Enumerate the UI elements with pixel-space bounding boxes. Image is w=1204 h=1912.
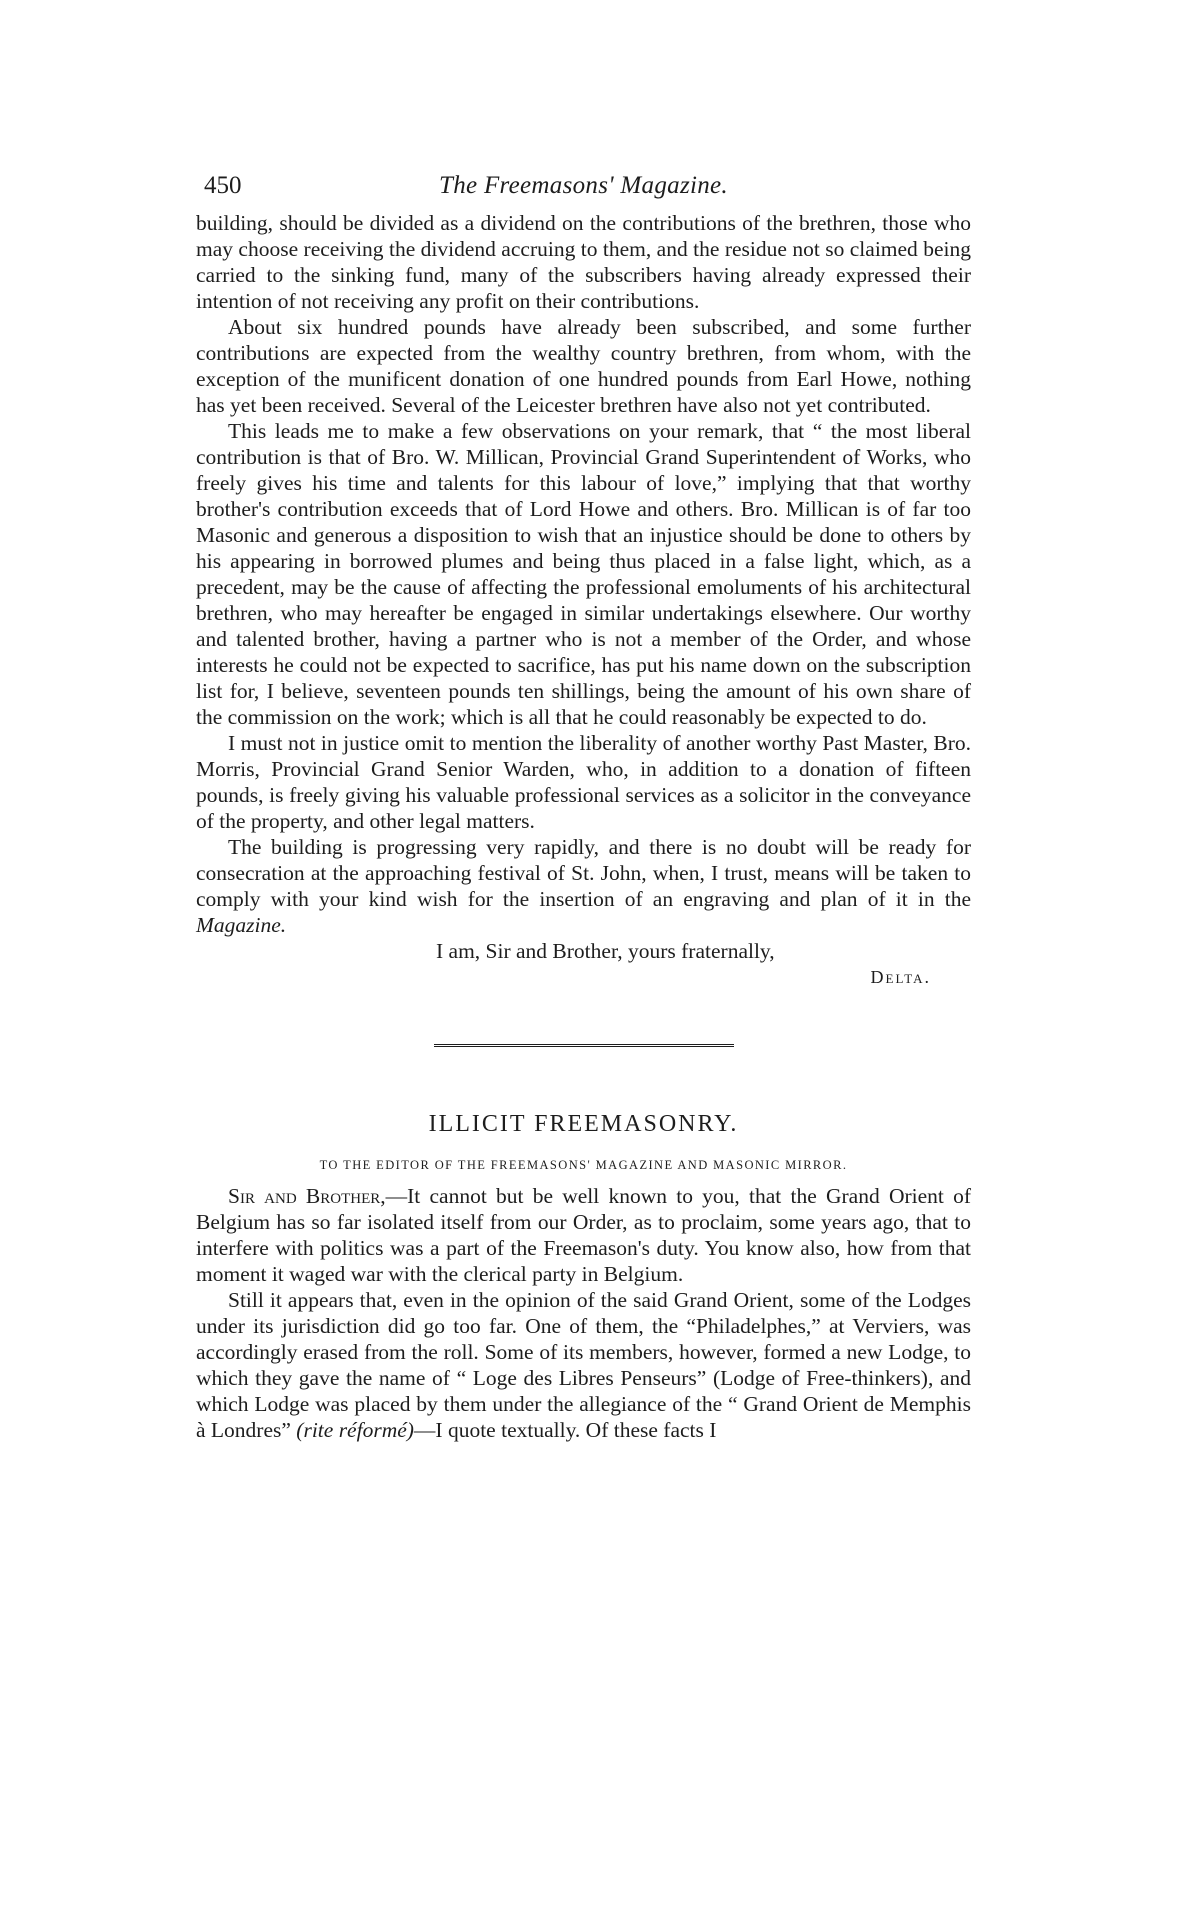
running-title: The Freemasons' Magazine.	[439, 172, 728, 199]
rite-reforme: (rite réformé)	[296, 1418, 414, 1442]
letter-paragraph: This leads me to make a few observations on your remark, that “ the most liberal contribution is that of Bro. W. Millican, Provincial Grand Superintendent of Works, who freely gives his time and talents for this labour of love,” implying that that worthy brother's contribution exceeds that of Lord Howe and others. Bro. Millican is of far too Masonic and generous a disposition to wish that an injustice should be done to others by his appearing in borrowed plumes and being thus placed in a false light, which, as a precedent, may be the cause of affecting the professional emoluments of his architectural brethren, who may hereafter be engaged in similar undertakings elsewhere. Our worthy and talented brother, having a partner who is not a member of the Order, and whose interests he could not be expected to sacrifice, has put his name down on the subscription list for, I believe, seventeen pounds ten shillings, being the amount of his own share of the commission on the work; which is all that he could reasonably be expected to do.	[196, 419, 971, 729]
letter-paragraph: I must not in justice omit to mention the liberality of another worthy Past Master, Bro. Morris, Provincial Grand Senior Warden, who, in addition to a donation of fifteen pounds, is freely giving his valuable professional services as a solicitor in the conveyance of the property, and other legal matters.	[196, 731, 971, 833]
article-body	[196, 1183, 971, 1443]
article-paragraph	[196, 1287, 971, 1443]
article-paragraph-text: Still it appears that, even in the opinion of the said Grand Orient, some of the Lodges under its jurisdiction did go too far. One of them, the “Philadelphes,” at Verviers, was accordingly erased from the roll. Some of its members, however, formed a new Lodge, to which they gave the name of “ Loge des Libres Penseurs” (Lodge of Free-thinkers), and which Lodge was placed by them under the allegiance of the “ Grand Orient de Memphis à Londres”	[196, 1288, 971, 1442]
letter-closing: I am, Sir and Brother, yours fraternally,	[436, 939, 775, 963]
letter-signature: Delta.	[870, 967, 931, 987]
salutation: Sir and Brother,	[228, 1184, 386, 1208]
letter-body	[196, 210, 971, 938]
letter-paragraph-final	[196, 834, 971, 938]
article-paragraph	[196, 1183, 971, 1287]
magazine-word: Magazine.	[196, 913, 287, 937]
article-paragraph-text: —It cannot but be well known to you, that the Grand Orient of Belgium has so far isolated itself from our Order, as to proclaim, some years ago, that to interfere with politics was a part of the Freemason's duty. You know also, how from that moment it waged war with the clerical party in Belgium.	[196, 1184, 971, 1286]
article-paragraph-text: —I quote textually. Of these facts I	[413, 1418, 717, 1442]
letter-paragraph: About six hundred pounds have already been subscribed, and some further contributions are expected from the wealthy country brethren, from whom, with the exception of the munificent donation of one hundred pounds from Earl Howe, nothing has yet been received. Several of the Leicester brethren have also not yet contributed.	[196, 315, 971, 417]
running-head	[196, 168, 971, 210]
article-address: TO THE EDITOR OF THE FREEMASONS' MAGAZINE AND MASONIC MIRROR.	[319, 1158, 848, 1172]
page-number: 450	[204, 172, 242, 199]
letter-paragraph-text: The building is progressing very rapidly, and there is no doubt will be ready for consecration at the approaching festival of St. John, when, I trust, means will be taken to comply with your kind wish for the insertion of an engraving and plan of it in the	[196, 835, 971, 911]
magazine-page	[196, 168, 971, 1443]
section-divider	[434, 1044, 734, 1047]
article-title: ILLICIT FREEMASONRY.	[428, 1111, 739, 1137]
letter-paragraph: building, should be divided as a dividend on the contributions of the brethren, those who may choose receiving the dividend accruing to them, and the residue not so claimed being carried to the sinking fund, many of the subscribers having already expressed their intention of not receiving any profit on their contributions.	[196, 211, 971, 313]
